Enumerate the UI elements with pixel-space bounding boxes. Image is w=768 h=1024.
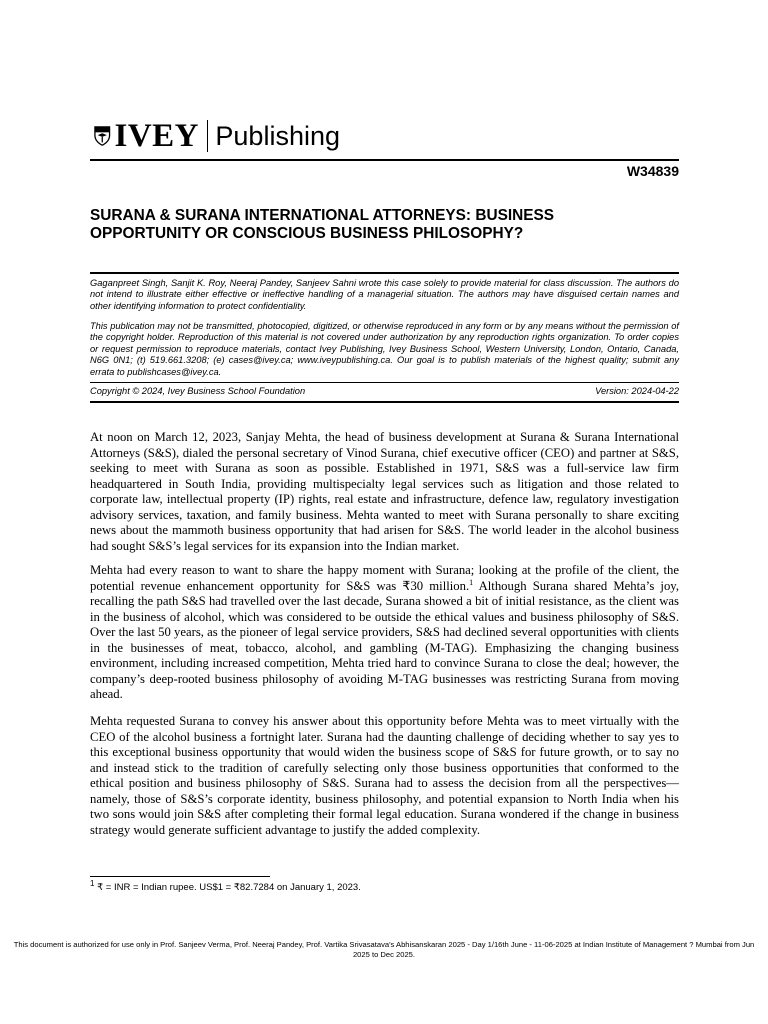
ivey-publishing-logo [94, 113, 340, 159]
header-rule [90, 159, 679, 161]
permission-notice: This publication may not be transmitted, photocopied, digitized, or otherwise reproduced in any form or by any means without the permission of the copyright holder. Reproduction of this material is not covered under authorization by any reproduction rights organization. To order copies or request permission to reproduce materials, contact Ivey Publishing, Ivey Business School, Western University, London, Ontario, Canada, N6G 0N1; (t) 519.661.3208; (e) cases@ivey.ca; www.iveypublishing.ca. Our goal is to publish materials of the highest quality; submit any errata to publishcases@ivey.ca. [90, 321, 679, 377]
copyright-top-rule [90, 382, 679, 383]
copyright-bottom-rule [90, 401, 679, 403]
footnote [90, 878, 361, 893]
copyright-row [90, 386, 679, 396]
authorization-notice: This document is authorized for use only in Prof. Sanjeev Verma, Prof. Neeraj Pandey, Prof. Vartika Srivasatava's Abhisanskaran 2025 - Day 1/16th June - 11-06-2025 at Indian Institute of Management ? Mumbai from Jun 2025 to Dec 2025. [13, 940, 755, 959]
logo-divider [207, 120, 208, 152]
body-paragraph-3: Mehta requested Surana to convey his answer about this opportunity before Mehta was to meet virtually with the CEO of the alcohol business a fortnight later. Surana had the daunting challenge of deciding whether to say yes to this exceptional business opportunity that would widen the business scope of S&S for future growth, or to say no and instead stick to the tradition of carefully selecting only those business opportunities that conformed to the ethical position and business philosophy of S&S. Surana had to assess the decision from all the perspectives—namely, those of S&S’s corporate identity, business philosophy, and potential expansion to North India when his two sons would join S&S after completing their formal legal education. Surana wondered if the change in business strategy would generate sufficient advantage to justify the added complexity. [90, 714, 679, 837]
copyright-text: Copyright © 2024, Ivey Business School Foundation [90, 386, 306, 396]
case-title-line-2: OPPORTUNITY OR CONSCIOUS BUSINESS PHILOSOPHY? [90, 225, 524, 242]
case-title [90, 207, 680, 243]
logo-publishing-text: Publishing [215, 120, 340, 151]
body-paragraph-1: At noon on March 12, 2023, Sanjay Mehta, the head of business development at Surana & Surana International Attorneys (S&S), dialed the personal secretary of Vinod Surana, chief executive officer (CEO) and partner at S&S, seeking to meet with Surana as soon as possible. Established in 1971, S&S was a full-service law firm headquartered in South India, providing multispecialty legal services such as litigation and those related to corporate law, intellectual property (IP) rights, real estate and infrastructure, defence law, regulatory investigation advisory services, taxation, and family business. Mehta wanted to meet with Surana personally to share exciting news about the mammoth business opportunity that had arisen for S&S. The world leader in the alcohol business had sought S&S’s legal services for its expansion into the Indian market. [90, 430, 679, 553]
disclaimer-top-rule [90, 272, 679, 274]
logo-brand-text: IVEY [114, 117, 200, 154]
case-title-line-1: SURANA & SURANA INTERNATIONAL ATTORNEYS: BUSINESS [90, 207, 555, 224]
footnote-reference[interactable]: 1 [469, 577, 474, 587]
version-text: Version: 2024-04-22 [595, 386, 679, 396]
authors-disclaimer: Gaganpreet Singh, Sanjit K. Roy, Neeraj Pandey, Sanjeev Sahni wrote this case solely to provide material for class discussion. The authors do not intend to illustrate either effective or ineffective handling of a managerial situation. The authors may have disguised certain names and other identifying information to protect confidentiality. [90, 278, 679, 311]
body-paragraph-2-start: Mehta had every reason to want to share the happy moment with Surana; looking at the profile of the client, the potential revenue enhancement opportunity for S&S was ₹30 million. [90, 563, 679, 593]
footnote-marker: 1 [90, 878, 95, 888]
case-code: W34839 [626, 163, 679, 179]
body-paragraph-2-rest: Although Surana shared Mehta’s joy, recalling the path S&S had travelled over the last decade, Surana showed a bit of initial resistance, as the client was in the business of alcohol, which was considered to be outside the ethical values and business philosophy of S&S. Over the last 50 years, as the pioneer of legal service providers, S&S had declined several opportunities with clients in the businesses of meat, tobacco, alcohol, and gambling (M-TAG). Emphasizing the changing business environment, including increased competition, Mehta tried hard to convince Surana to close the deal; however, the company’s deep-rooted business philosophy of avoiding M-TAG businesses was restricting Surana from moving ahead. [90, 578, 679, 702]
footnote-text: ₹ = INR = Indian rupee. US$1 = ₹82.7284 on January 1, 2023. [94, 882, 361, 893]
body-paragraph-2 [90, 563, 679, 703]
footnote-rule [90, 876, 270, 877]
crest-icon [94, 125, 111, 147]
